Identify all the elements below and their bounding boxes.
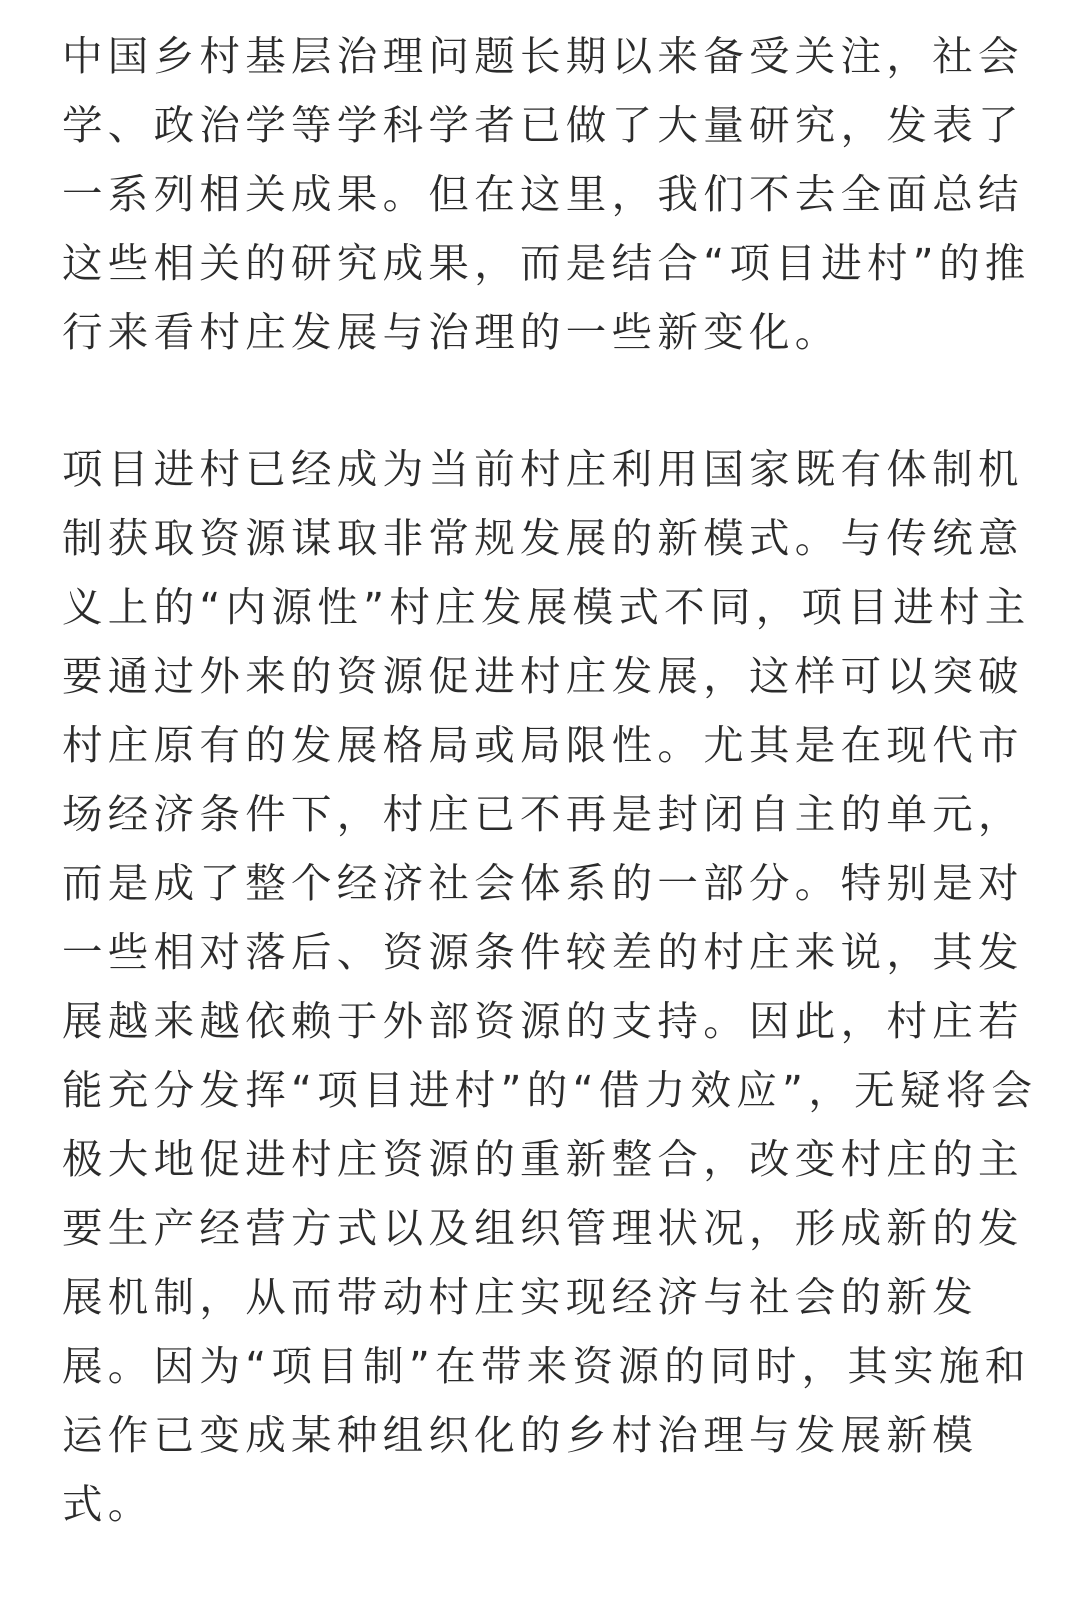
text-line: 中国乡村基层治理问题长期以来备受关注，社会 [62,32,1024,80]
text-line: 式。 [62,1480,154,1528]
text-line: 要生产经营方式以及组织管理状况，形成新的发 [62,1204,1024,1252]
text-line: 展越来越依赖于外部资源的支持。因此，村庄若 [62,997,1024,1045]
text-line: 能充分发挥“项目进村”的“借力效应”，无疑将会 [62,1066,1038,1114]
text-line: 场经济条件下，村庄已不再是封闭自主的单元， [62,790,1024,838]
paragraph-spacer [62,367,1080,435]
paragraph-2 [62,435,1080,1539]
text-line: 要通过外来的资源促进村庄发展，这样可以突破 [62,652,1024,700]
text-line: 制获取资源谋取非常规发展的新模式。与传统意 [62,514,1024,562]
text-line: 而是成了整个经济社会体系的一部分。特别是对 [62,859,1024,907]
text-line: 一系列相关成果。但在这里，我们不去全面总结 [62,170,1024,218]
text-line: 展。因为“项目制”在带来资源的同时，其实施和 [62,1342,1031,1390]
text-line: 义上的“内源性”村庄发展模式不同，项目进村主 [62,583,1031,631]
text-line: 运作已变成某种组织化的乡村治理与发展新模 [62,1411,978,1459]
text-line: 这些相关的研究成果，而是结合“项目进村”的推 [62,239,1031,287]
paragraph-1 [62,22,1080,367]
text-line: 展机制，从而带动村庄实现经济与社会的新发 [62,1273,978,1321]
text-line: 村庄原有的发展格局或局限性。尤其是在现代市 [62,721,1024,769]
text-line: 一些相对落后、资源条件较差的村庄来说，其发 [62,928,1024,976]
text-line: 项目进村已经成为当前村庄利用国家既有体制机 [62,445,1024,493]
text-line: 学、政治学等学科学者已做了大量研究，发表了 [62,101,1024,149]
text-line: 极大地促进村庄资源的重新整合，改变村庄的主 [62,1135,1024,1183]
text-line: 行来看村庄发展与治理的一些新变化。 [62,308,841,356]
